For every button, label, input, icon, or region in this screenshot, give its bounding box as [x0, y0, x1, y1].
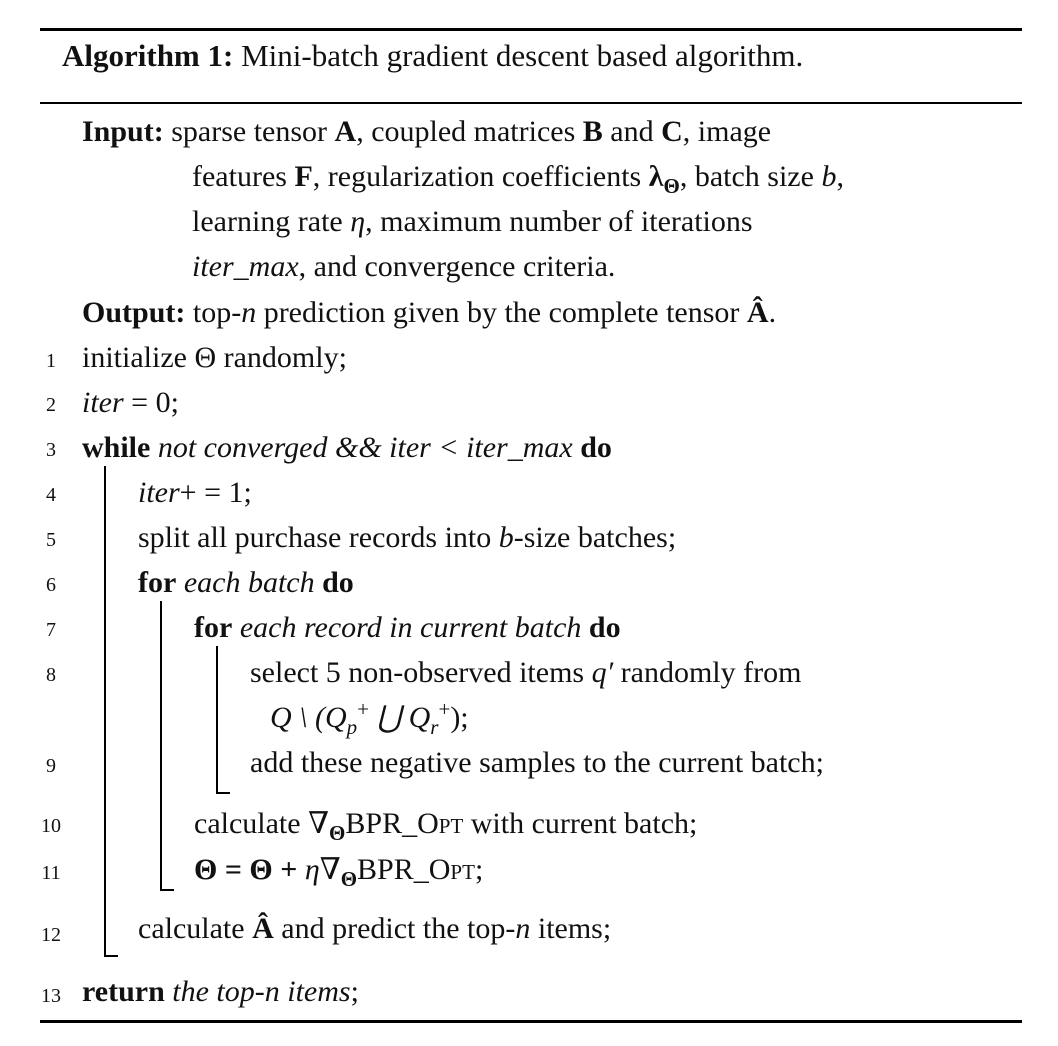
line-number: 5 [46, 529, 56, 551]
for-batch-block-bar [160, 601, 162, 891]
line-number: 10 [41, 815, 61, 837]
for-record-block-tick [216, 792, 230, 794]
input-line-1: Input: sparse tensor A, coupled matrices B and C, image [82, 115, 772, 148]
step-2: iter = 0; [82, 386, 179, 419]
for-record-block-bar [216, 646, 218, 794]
step-3: while not converged && iter < iter_max do [82, 431, 612, 464]
step-5: split all purchase records into b-size batches; [138, 521, 677, 554]
line-number: 6 [46, 574, 56, 596]
top-rule [40, 28, 1022, 31]
output-keyword: Output: [82, 296, 186, 329]
line-number: 4 [46, 484, 56, 506]
step-12: calculate Â and predict the top-n items; [138, 912, 612, 945]
step-8-continuation: Q \ ($Q_p^+$ ⋃ $Q_r^+$); [270, 697, 469, 739]
algorithm-caption [62, 38, 803, 74]
line-number: 8 [46, 664, 56, 686]
line-number: 3 [46, 439, 56, 461]
input-keyword: Input: [82, 115, 164, 148]
step-7: for each record in current batch do [194, 611, 621, 644]
line-number: 12 [41, 924, 61, 946]
input-line-4: iter_max, and convergence criteria. [192, 250, 616, 283]
line-number: 7 [46, 619, 56, 641]
while-block-tick [104, 955, 118, 957]
step-1: initialize Θ randomly; [82, 341, 347, 374]
step-11: $\Theta = \Theta + \eta\nabla_\Theta BPR\_Opt$; [194, 853, 484, 891]
caption-rule [40, 102, 1022, 104]
step-10: calculate $\nabla_\Theta BPR\_Opt$ with current batch; [194, 807, 698, 845]
step-6: for each batch do [138, 566, 354, 599]
line-number: 13 [41, 985, 61, 1007]
step-8: select 5 non-observed items q′ randomly from [250, 656, 802, 689]
input-line-3: learning rate η, maximum number of iterations [192, 205, 753, 238]
while-block-bar [104, 466, 106, 956]
for-batch-block-tick [160, 889, 174, 891]
caption-label: Algorithm 1: [62, 38, 234, 73]
line-number: 2 [46, 394, 56, 416]
line-number: 9 [46, 755, 56, 777]
bottom-rule [40, 1020, 1022, 1023]
input-line-2: features F, regularization coefficients $\lambda_\Theta$, batch size b, [192, 160, 844, 198]
step-9: add these negative samples to the current batch; [250, 746, 824, 779]
line-number: 1 [46, 350, 56, 372]
output-line: Output: top-n prediction given by the complete tensor Â. [82, 296, 777, 329]
step-4: iter+ = 1; [138, 476, 252, 509]
line-number: 11 [41, 862, 61, 884]
caption-title: Mini-batch gradient descent based algorithm. [241, 38, 804, 73]
step-13: return the top-n items; [82, 975, 359, 1008]
